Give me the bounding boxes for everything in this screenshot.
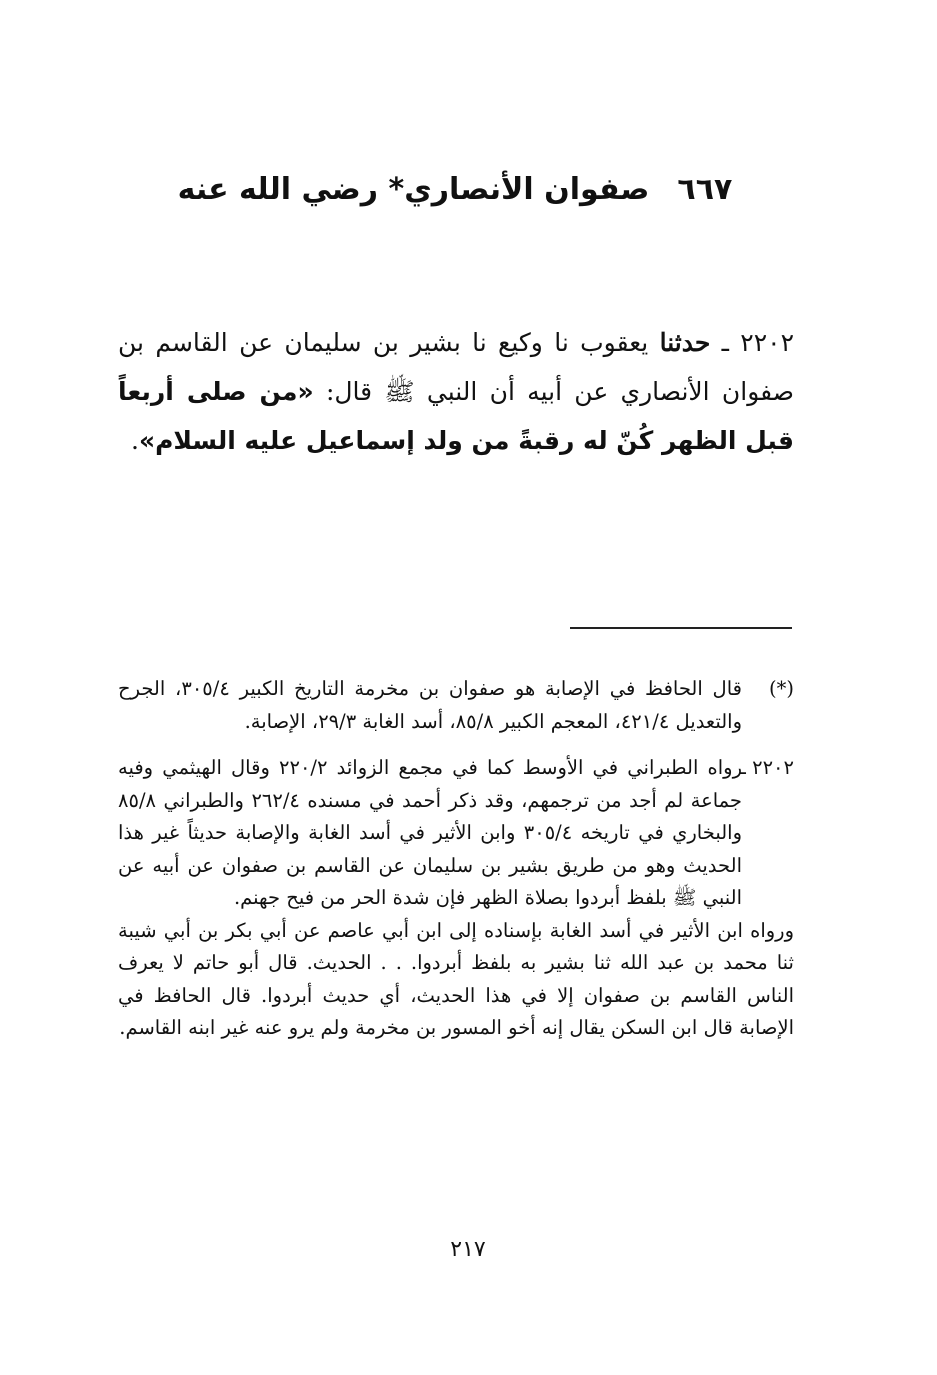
hadith-isnad: يعقوب نا وكيع نا بشير بن سليمان عن القاسم بن صفوان الأنصاري عن أبيه أن النبي ﷺ قال: bbox=[118, 328, 794, 406]
hadith-lead-word: حدثنا bbox=[659, 328, 711, 357]
footnotes bbox=[118, 673, 794, 1045]
footnote-text: قال الحافظ في الإصابة هو صفوان بن مخرمة التاريخ الكبير ٣٠٥/٤، الجرح والتعديل ٤٢١/٤، المعجم الكبير ٨٥/٨، أسد الغابة ٢٩/٣، الإصابة. bbox=[118, 677, 742, 733]
hadith-matn: «من صلى أربعاً قبل الظهر كُنّ له رقبةً من ولد إسماعيل عليه السلام» bbox=[118, 377, 794, 455]
hadith-text bbox=[118, 318, 794, 465]
footnote-text: رواه الطبراني في الأوسط كما في مجمع الزوائد ٢٢٠/٢ وقال الهيثمي وفيه جماعة لم أجد من ترجمهم، وقد ذكر أحمد في مسنده ٢٦٢/٤ والطبراني ٨٥/٨ والبخاري في تاريخه ٣٠٥/٤ وابن الأثير في أسد الغابة والإصابة حديثاً غير هذا الحديث وهو من طريق بشير بن سليمان عن القاسم بن صفوان عن أبيه عن النبي ﷺ بلفظ أبردوا بصلاة الظهر فإن شدة الحر من فيح جهنم. bbox=[118, 756, 742, 909]
chapter-heading bbox=[120, 168, 790, 212]
footnote-text: ورواه ابن الأثير في أسد الغابة بإسناده إلى ابن أبي عاصم عن أبي بكر بن أبي شيبة ثنا محمد بن عبد الله ثنا بشير به بلفظ أبردوا. . . الحديث. قال أبو حاتم لا يعرف الناس القاسم بن صفوان إلا في هذا الحديث، أي حديث أبردوا. قال الحافظ في الإصابة قال ابن السكن يقال إنه أخو المسور بن مخرمة ولم يرو عنه غير ابنه القاسم. bbox=[118, 918, 794, 1039]
chapter-title: صفوان الأنصاري* رضي الله عنه bbox=[177, 172, 650, 207]
hadith-end: . bbox=[131, 426, 139, 455]
footnote-marker: (*) bbox=[769, 677, 794, 700]
footnote-item bbox=[118, 673, 794, 738]
footnote-separator bbox=[570, 627, 792, 629]
chapter-number: ٦٦٧ bbox=[677, 172, 733, 207]
footnote-item bbox=[118, 752, 794, 1045]
hadith-number: ٢٢٠٢ bbox=[740, 328, 794, 357]
page-number: ٢١٧ bbox=[450, 1237, 486, 1262]
footnote-marker: ٢٢٠٢ ـ bbox=[740, 756, 794, 779]
hadith-separator: ـ bbox=[710, 328, 741, 357]
